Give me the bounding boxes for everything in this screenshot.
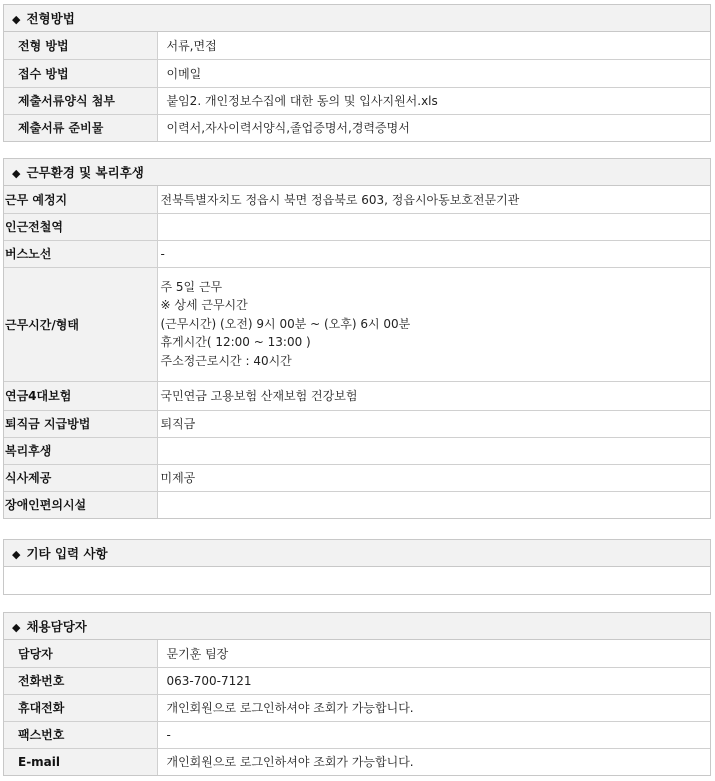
welfare-value (157, 437, 710, 464)
row-label: 팩스번호 (4, 721, 157, 748)
bus-value: - (157, 240, 710, 267)
phone-value: 063-700-7121 (157, 667, 710, 694)
disability-value (157, 491, 710, 518)
table-row (4, 491, 710, 518)
contact-section (3, 612, 711, 776)
recruit-method-section (3, 4, 711, 142)
section-title (4, 159, 710, 186)
row-label: 제출서류 준비물 (4, 114, 157, 141)
other-info-body (4, 567, 710, 594)
table-row (4, 87, 710, 114)
diamond-icon: ◆ (12, 13, 21, 26)
recruit-method-table (4, 32, 710, 141)
section-title (4, 5, 710, 32)
work-hours-line: 주소정근로시간 : 40시간 (160, 353, 292, 368)
table-row (4, 437, 710, 464)
row-label: 식사제공 (4, 464, 157, 491)
row-label: 근무 예정지 (4, 186, 157, 213)
work-hours-line: ※ 상세 근무시간 (160, 298, 248, 313)
section-title-text: 근무환경 및 복리후생 (26, 165, 144, 180)
row-value: 서류,면접 (157, 32, 710, 59)
table-row (4, 186, 710, 213)
work-env-section (3, 158, 711, 519)
row-label: 접수 방법 (4, 59, 157, 87)
table-row (4, 721, 710, 748)
table-row (4, 32, 710, 59)
row-label: 연금4대보험 (4, 381, 157, 410)
row-label: 복리후생 (4, 437, 157, 464)
row-label: 인근전철역 (4, 213, 157, 240)
work-hours-line: (근무시간) (오전) 9시 00분 ~ (오후) 6시 00분 (160, 316, 411, 331)
email-value: 개인회원으로 로그인하셔야 조회가 가능합니다. (166, 755, 414, 770)
severance-value: 퇴직금 (157, 410, 710, 437)
table-row (4, 240, 710, 267)
work-location-value: 전북특별자치도 정읍시 북면 정읍북로 603, 정읍시아동보호전문기관 (157, 186, 710, 213)
table-row (4, 410, 710, 437)
subway-value (157, 213, 710, 240)
table-row (4, 381, 710, 410)
row-label: 버스노선 (4, 240, 157, 267)
fax-value: - (157, 721, 710, 748)
table-row (4, 114, 710, 141)
insurance-value: 국민연금 고용보험 산재보험 건강보험 (157, 381, 710, 410)
row-label: 휴대전화 (4, 694, 157, 721)
row-value: 이메일 (157, 59, 710, 87)
table-row (4, 748, 710, 775)
section-title-text: 채용담당자 (26, 619, 87, 634)
row-label: E-mail (4, 748, 157, 775)
table-row (4, 667, 710, 694)
row-value: 이력서,자사이력서양식,졸업증명서,경력증명서 (166, 121, 410, 136)
work-hours-value (157, 267, 710, 381)
table-row (4, 694, 710, 721)
row-label: 퇴직금 지급방법 (4, 410, 157, 437)
work-hours-line: 휴게시간( 12:00 ~ 13:00 ) (160, 335, 311, 350)
work-hours-line: 주 5일 근무 (160, 279, 223, 294)
other-info-section (3, 539, 711, 595)
table-row (4, 464, 710, 491)
row-label: 전화번호 (4, 667, 157, 694)
diamond-icon: ◆ (12, 621, 21, 634)
section-title (4, 613, 710, 640)
table-row (4, 59, 710, 87)
section-title (4, 540, 710, 567)
row-label: 담당자 (4, 640, 157, 667)
work-env-table (4, 186, 710, 518)
table-row (4, 640, 710, 667)
attachment-link[interactable]: 붙임2. 개인정보수집에 대한 동의 및 입사지원서.xls (157, 87, 710, 114)
row-label: 근무시간/형태 (4, 267, 157, 381)
manager-value: 문기훈 팀장 (157, 640, 710, 667)
diamond-icon: ◆ (12, 548, 21, 561)
row-label: 제출서류양식 첨부 (4, 87, 157, 114)
section-title-text: 전형방법 (26, 11, 75, 26)
diamond-icon: ◆ (12, 167, 21, 180)
meal-value: 미제공 (157, 464, 710, 491)
mobile-value: 개인회원으로 로그인하셔야 조회가 가능합니다. (157, 694, 710, 721)
row-label: 장애인편의시설 (4, 491, 157, 518)
contact-table (4, 640, 710, 775)
section-title-text: 기타 입력 사항 (26, 546, 108, 561)
table-row (4, 213, 710, 240)
row-label: 전형 방법 (4, 32, 157, 59)
table-row (4, 267, 710, 381)
